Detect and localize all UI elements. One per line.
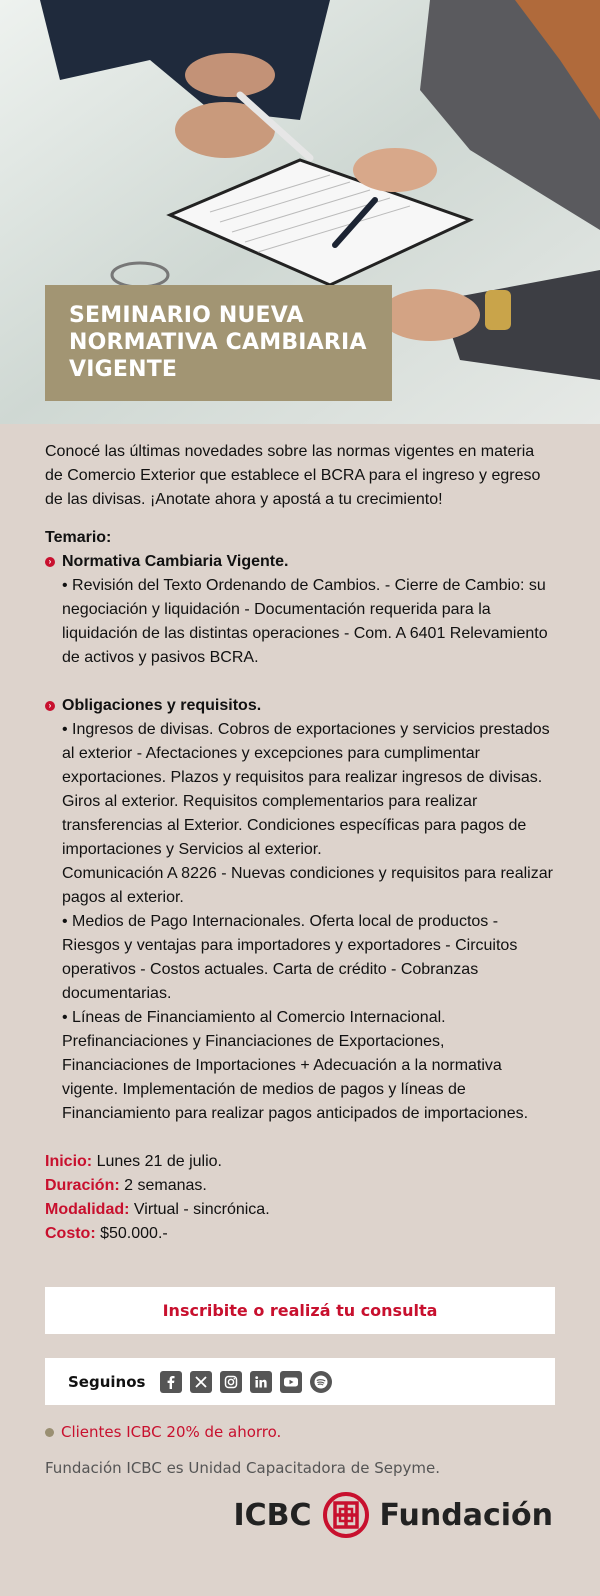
chevron-right-icon: ›: [45, 557, 55, 567]
foundation-note: Fundación ICBC es Unidad Capacitadora de Sepyme.: [45, 1459, 441, 1477]
info-row-costo: [45, 1222, 555, 1246]
instagram-icon[interactable]: [220, 1371, 242, 1393]
info-row-inicio: [45, 1150, 555, 1174]
signup-button[interactable]: Inscribite o realizá tu consulta: [45, 1287, 555, 1334]
facebook-icon[interactable]: [160, 1371, 182, 1393]
intro-text: Conocé las últimas novedades sobre las normas vigentes en materia de Comercio Exterior que establece el BCRA para el ingreso y egreso de las divisas. ¡Anotate ahora y apostá a tu crecimiento!: [45, 443, 541, 508]
linkedin-icon[interactable]: [250, 1371, 272, 1393]
logo-text-icbc: ICBC: [233, 1497, 312, 1533]
info-row-modalidad: [45, 1198, 555, 1222]
topic-line: • Revisión del Texto Ordenando de Cambios. - Cierre de Cambio: su negociación y liquidación - Documentación requerida para la liquidación de las distintas operaciones - Com. A 6401 Relevamiento de activos y pasivos BCRA.: [62, 577, 548, 666]
hero-title-box: [45, 285, 392, 401]
social-bar: [45, 1358, 555, 1405]
hero-title: [69, 302, 368, 383]
topic-title: Normativa Cambiaria Vigente.: [62, 553, 289, 570]
spacer: [45, 670, 555, 694]
chevron-right-icon: ›: [45, 701, 55, 711]
info-value: Virtual - sincrónica.: [133, 1201, 270, 1218]
topic-body: [62, 574, 555, 670]
course-info: [45, 1150, 555, 1246]
temario-title: Temario:: [45, 529, 112, 546]
social-label: Seguinos: [68, 1372, 146, 1391]
hero-title-line: SEMINARIO NUEVA: [69, 303, 304, 328]
icbc-logo-icon: [322, 1491, 370, 1539]
topic-line: • Ingresos de divisas. Cobros de exportaciones y servicios prestados al exterior - Afectaciones y excepciones para cumplimentar exportaciones. Plazos y requisitos para realizar ingresos de divisas.: [62, 721, 550, 786]
hero-title-line: VIGENTE: [69, 357, 178, 382]
topic-body: [62, 718, 555, 1126]
info-value: $50.000.-: [100, 1225, 168, 1242]
hero-banner: [0, 0, 600, 424]
info-value: 2 semanas.: [124, 1177, 207, 1194]
info-label: Inicio:: [45, 1153, 93, 1170]
hero-title-line: NORMATIVA CAMBIARIA: [69, 330, 367, 355]
info-value: Lunes 21 de julio.: [96, 1153, 222, 1170]
topic-line: Comunicación A 8226 - Nuevas condiciones y requisitos para realizar pagos al exterior.: [62, 865, 553, 906]
topic-line: • Medios de Pago Internacionales. Oferta local de productos - Riesgos y ventajas para importadores y exportadores - Circuitos operativos - Costos actuales. Carta de crédito - Cobranzas documentarias.: [62, 913, 518, 1002]
youtube-icon[interactable]: [280, 1371, 302, 1393]
topic-line: • Líneas de Financiamiento al Comercio Internacional. Prefinanciaciones y Financiaciones de Exportaciones, Financiaciones de Importaciones + Adecuación a la normativa vigente. Implementación de medios de pagos y líneas de Financiamiento para realizar pagos anticipados de importaciones.: [62, 1009, 529, 1122]
info-label: Costo:: [45, 1225, 96, 1242]
topic-line: Giros al exterior. Requisitos complementarios para realizar transferencias al Exterior. Condiciones específicas para pagos de importaciones y Servicios al exterior.: [62, 793, 527, 858]
clients-note: Clientes ICBC 20% de ahorro.: [61, 1423, 282, 1441]
logo-text-fundacion: Fundación: [379, 1497, 553, 1533]
content: [0, 424, 600, 1539]
clients-discount: [45, 1423, 555, 1441]
topic-item: [45, 694, 555, 1126]
info-label: Modalidad:: [45, 1201, 130, 1218]
icbc-fundacion-logo: [45, 1491, 555, 1539]
topic-item: [45, 550, 555, 670]
info-label: Duración:: [45, 1177, 120, 1194]
spotify-icon[interactable]: [310, 1371, 332, 1393]
x-icon[interactable]: [190, 1371, 212, 1393]
info-row-duracion: [45, 1174, 555, 1198]
topic-title: Obligaciones y requisitos.: [62, 697, 262, 714]
bullet-icon: [45, 1428, 54, 1437]
